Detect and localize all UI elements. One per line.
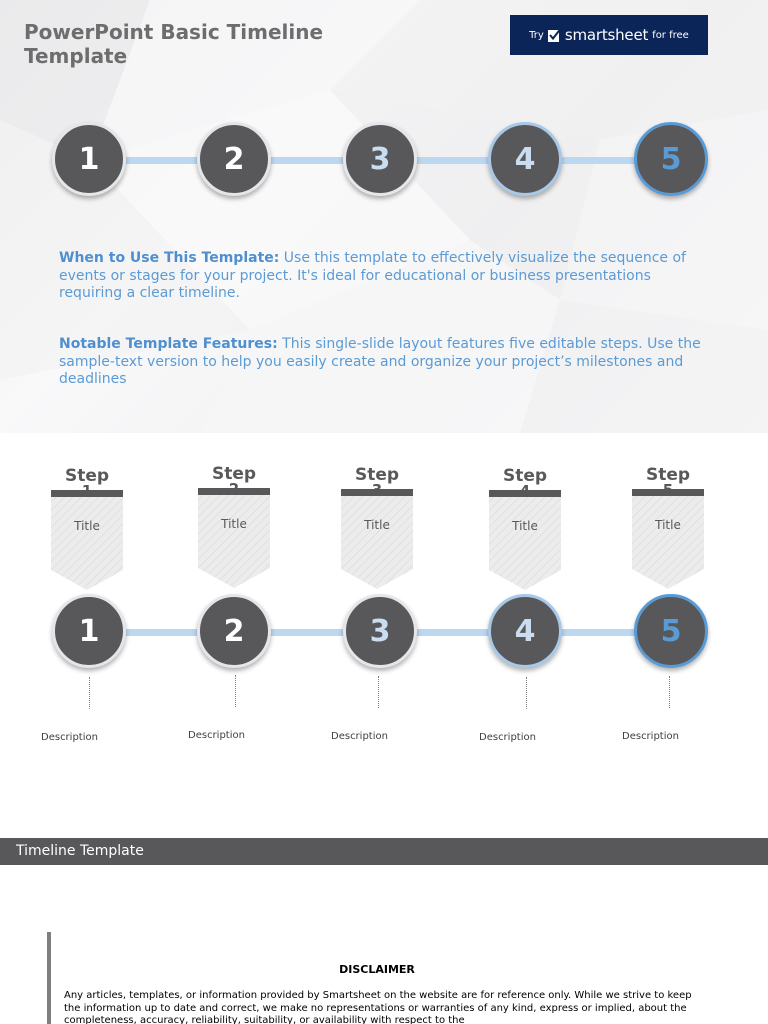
step-description: Description <box>331 731 388 742</box>
step-label: Step <box>211 464 257 484</box>
connector-line <box>526 677 527 709</box>
banner-try-text: Try <box>529 29 544 41</box>
timeline-template-bar: Timeline Template <box>0 838 768 865</box>
step-description: Description <box>479 732 536 743</box>
step-pennant <box>51 493 123 590</box>
timeline-node-4: 4 <box>488 594 562 668</box>
slide-timeline <box>0 433 768 838</box>
disclaimer-section <box>0 865 768 1024</box>
page-title: PowerPoint Basic Timeline Template <box>24 20 324 68</box>
timeline-node-4: 4 <box>488 122 562 196</box>
connector-line <box>669 676 670 708</box>
when-to-use-paragraph <box>59 250 709 303</box>
try-smartsheet-banner[interactable] <box>510 15 708 55</box>
step-title: Title <box>364 518 390 532</box>
step-description: Description <box>622 731 679 742</box>
step-bar <box>51 490 123 497</box>
step-description: Description <box>41 732 98 743</box>
disclaimer-rule <box>47 932 51 1024</box>
step-bar <box>489 490 561 497</box>
step-title: Title <box>74 519 100 533</box>
step-description: Description <box>188 730 245 741</box>
step-title: Title <box>512 519 538 533</box>
timeline-node-1: 1 <box>52 122 126 196</box>
features-text: This single-slide layout features five editable steps. Use the sample-text version to help you easily create and organize your project’s milestones and deadlines <box>59 336 701 387</box>
step-pennant <box>198 491 270 588</box>
step-label: Step <box>502 466 548 486</box>
connector-line <box>378 676 379 708</box>
step-title: Title <box>221 517 247 531</box>
disclaimer-heading: DISCLAIMER <box>339 963 415 976</box>
features-label: Notable Template Features: <box>59 336 278 352</box>
step-pennant <box>632 492 704 589</box>
timeline-node-3: 3 <box>343 122 417 196</box>
banner-suffix-text: for free <box>652 29 689 41</box>
step-label: Step <box>354 465 400 485</box>
when-to-use-label: When to Use This Template: <box>59 250 280 266</box>
smartsheet-logo-icon <box>548 29 561 42</box>
timeline-node-2: 2 <box>197 122 271 196</box>
timeline-node-1: 1 <box>52 594 126 668</box>
timeline-node-2: 2 <box>197 594 271 668</box>
slide-intro <box>0 0 768 433</box>
step-label: Step <box>64 466 110 486</box>
disclaimer-body: Any articles, templates, or information provided by Smartsheet on the website are for reference only. While we strive to keep the information up to date and correct, we make no representations or warranties of any kind, express or implied, about the completeness, accuracy, reliability, suitability, or availability with respect to the <box>64 990 692 1024</box>
step-bar <box>198 488 270 495</box>
banner-brand-text: smartsheet <box>564 26 649 44</box>
timeline-node-5: 5 <box>634 594 708 668</box>
timeline-node-5: 5 <box>634 122 708 196</box>
connector-line <box>235 675 236 707</box>
step-pennant <box>489 493 561 590</box>
connector-line <box>89 677 90 709</box>
when-to-use-text: Use this template to effectively visualize the sequence of events or stages for your project. It's ideal for educational or business presentations requiring a clear timeline. <box>59 250 686 301</box>
step-bar <box>632 489 704 496</box>
step-pennant <box>341 492 413 589</box>
timeline-node-3: 3 <box>343 594 417 668</box>
step-label: Step <box>645 465 691 485</box>
features-paragraph <box>59 336 709 389</box>
step-title: Title <box>655 518 681 532</box>
step-bar <box>341 489 413 496</box>
